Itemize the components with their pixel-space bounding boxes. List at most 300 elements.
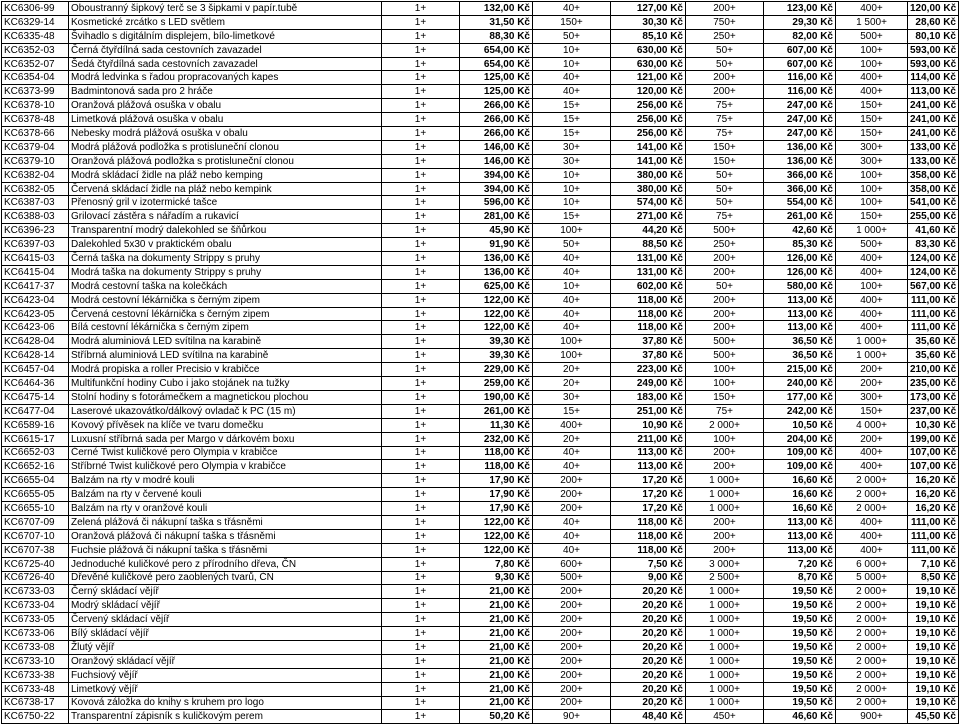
qty-tier-2-cell: 20+ — [533, 377, 611, 391]
price-tier-4-cell: 241,00 Kč — [908, 113, 959, 127]
product-code-cell: KC6733-03 — [2, 585, 69, 599]
qty-tier-3-cell: 150+ — [686, 154, 764, 168]
qty-tier-3-cell: 1 000+ — [686, 668, 764, 682]
table-row — [2, 446, 959, 460]
price-tier-2-cell: 256,00 Kč — [611, 99, 686, 113]
product-name-cell: Dřevěné kuličkové pero zaoblených tvarů, ČN — [69, 571, 382, 585]
qty-tier-3-cell: 500+ — [686, 224, 764, 238]
price-tier-2-cell: 131,00 Kč — [611, 252, 686, 266]
qty-tier-2-cell: 40+ — [533, 460, 611, 474]
qty-tier-4-cell: 100+ — [836, 279, 908, 293]
product-name-cell: Bílý skládací vějíř — [69, 627, 382, 641]
price-tier-3-cell: 82,00 Kč — [764, 29, 836, 43]
price-tier-3-cell: 113,00 Kč — [764, 515, 836, 529]
product-code-cell: KC6733-08 — [2, 640, 69, 654]
qty-tier-4-cell: 300+ — [836, 390, 908, 404]
price-tier-1-cell: 266,00 Kč — [460, 99, 533, 113]
qty-tier-3-cell: 1 000+ — [686, 474, 764, 488]
product-code-cell: KC6428-14 — [2, 349, 69, 363]
price-tier-4-cell: 16,20 Kč — [908, 474, 959, 488]
product-name-cell: Bílá cestovní lékárnička s černým zipem — [69, 321, 382, 335]
product-code-cell: KC6655-05 — [2, 488, 69, 502]
table-row — [2, 418, 959, 432]
qty-tier-2-cell: 600+ — [533, 557, 611, 571]
qty-tier-1-cell: 1+ — [382, 390, 460, 404]
qty-tier-1-cell: 1+ — [382, 57, 460, 71]
price-tier-4-cell: 255,00 Kč — [908, 210, 959, 224]
qty-tier-2-cell: 10+ — [533, 279, 611, 293]
qty-tier-3-cell: 200+ — [686, 321, 764, 335]
product-name-cell: Modrá ledvinka s řadou propracovaných kapes — [69, 71, 382, 85]
table-row — [2, 599, 959, 613]
price-tier-2-cell: 7,50 Kč — [611, 557, 686, 571]
qty-tier-2-cell: 500+ — [533, 571, 611, 585]
price-tier-1-cell: 21,00 Kč — [460, 585, 533, 599]
qty-tier-2-cell: 40+ — [533, 71, 611, 85]
qty-tier-2-cell: 40+ — [533, 446, 611, 460]
price-tier-3-cell: 366,00 Kč — [764, 182, 836, 196]
price-tier-1-cell: 31,50 Kč — [460, 15, 533, 29]
price-tier-1-cell: 21,00 Kč — [460, 613, 533, 627]
product-name-cell: Balzám na rty v oranžové kouli — [69, 502, 382, 516]
qty-tier-4-cell: 6 000+ — [836, 557, 908, 571]
qty-tier-1-cell: 1+ — [382, 613, 460, 627]
qty-tier-3-cell: 50+ — [686, 196, 764, 210]
qty-tier-2-cell: 40+ — [533, 515, 611, 529]
product-code-cell: KC6378-10 — [2, 99, 69, 113]
product-code-cell: KC6464-36 — [2, 377, 69, 391]
table-row — [2, 57, 959, 71]
qty-tier-3-cell: 200+ — [686, 460, 764, 474]
price-tier-1-cell: 11,30 Kč — [460, 418, 533, 432]
qty-tier-1-cell: 1+ — [382, 15, 460, 29]
product-name-cell: Modrá taška na dokumenty Strippy s pruhy — [69, 265, 382, 279]
qty-tier-2-cell: 200+ — [533, 613, 611, 627]
price-tier-1-cell: 136,00 Kč — [460, 252, 533, 266]
price-tier-3-cell: 113,00 Kč — [764, 529, 836, 543]
product-code-cell: KC6354-04 — [2, 71, 69, 85]
qty-tier-4-cell: 200+ — [836, 432, 908, 446]
product-name-cell: Luxusní stříbrná sada per Margo v dárkovém boxu — [69, 432, 382, 446]
product-code-cell: KC6725-40 — [2, 557, 69, 571]
product-name-cell: Černý skládací vějíř — [69, 585, 382, 599]
qty-tier-3-cell: 75+ — [686, 210, 764, 224]
price-tier-4-cell: 45,50 Kč — [908, 710, 959, 724]
qty-tier-2-cell: 200+ — [533, 474, 611, 488]
qty-tier-3-cell: 1 000+ — [686, 502, 764, 516]
qty-tier-2-cell: 200+ — [533, 488, 611, 502]
price-tier-3-cell: 85,30 Kč — [764, 238, 836, 252]
qty-tier-4-cell: 400+ — [836, 321, 908, 335]
qty-tier-4-cell: 2 000+ — [836, 668, 908, 682]
qty-tier-3-cell: 200+ — [686, 529, 764, 543]
qty-tier-2-cell: 400+ — [533, 418, 611, 432]
price-tier-2-cell: 48,40 Kč — [611, 710, 686, 724]
qty-tier-4-cell: 150+ — [836, 210, 908, 224]
price-tier-4-cell: 41,60 Kč — [908, 224, 959, 238]
qty-tier-2-cell: 10+ — [533, 57, 611, 71]
table-row — [2, 654, 959, 668]
table-row — [2, 265, 959, 279]
price-tier-1-cell: 21,00 Kč — [460, 682, 533, 696]
qty-tier-4-cell: 2 000+ — [836, 585, 908, 599]
qty-tier-1-cell: 1+ — [382, 502, 460, 516]
product-code-cell: KC6379-04 — [2, 140, 69, 154]
qty-tier-4-cell: 400+ — [836, 307, 908, 321]
price-list-rows — [2, 2, 959, 724]
qty-tier-3-cell: 200+ — [686, 85, 764, 99]
product-code-cell: KC6378-48 — [2, 113, 69, 127]
price-tier-2-cell: 223,00 Kč — [611, 363, 686, 377]
price-tier-3-cell: 242,00 Kč — [764, 404, 836, 418]
qty-tier-4-cell: 2 000+ — [836, 682, 908, 696]
product-name-cell: Kosmetické zrcátko s LED světlem — [69, 15, 382, 29]
table-row — [2, 432, 959, 446]
product-name-cell: Multifunkční hodiny Cubo i jako stojánek na tužky — [69, 377, 382, 391]
product-code-cell: KC6615-17 — [2, 432, 69, 446]
price-tier-3-cell: 19,50 Kč — [764, 627, 836, 641]
qty-tier-1-cell: 1+ — [382, 349, 460, 363]
qty-tier-4-cell: 1 000+ — [836, 335, 908, 349]
price-tier-2-cell: 118,00 Kč — [611, 515, 686, 529]
price-tier-4-cell: 237,00 Kč — [908, 404, 959, 418]
qty-tier-2-cell: 100+ — [533, 335, 611, 349]
qty-tier-2-cell: 15+ — [533, 127, 611, 141]
product-name-cell: Limetková plážová osuška v obalu — [69, 113, 382, 127]
price-tier-1-cell: 17,90 Kč — [460, 502, 533, 516]
product-code-cell: KC6733-10 — [2, 654, 69, 668]
table-row — [2, 335, 959, 349]
price-tier-2-cell: 380,00 Kč — [611, 182, 686, 196]
qty-tier-2-cell: 200+ — [533, 696, 611, 710]
product-name-cell: Přenosný gril v izotermické tašce — [69, 196, 382, 210]
price-tier-1-cell: 125,00 Kč — [460, 71, 533, 85]
product-code-cell: KC6352-03 — [2, 43, 69, 57]
price-tier-4-cell: 113,00 Kč — [908, 85, 959, 99]
table-row — [2, 154, 959, 168]
product-code-cell: KC6387-03 — [2, 196, 69, 210]
price-tier-1-cell: 122,00 Kč — [460, 307, 533, 321]
qty-tier-3-cell: 100+ — [686, 377, 764, 391]
price-tier-4-cell: 541,00 Kč — [908, 196, 959, 210]
qty-tier-3-cell: 75+ — [686, 99, 764, 113]
price-tier-3-cell: 113,00 Kč — [764, 321, 836, 335]
price-tier-1-cell: 122,00 Kč — [460, 321, 533, 335]
qty-tier-3-cell: 150+ — [686, 140, 764, 154]
qty-tier-1-cell: 1+ — [382, 571, 460, 585]
price-tier-3-cell: 19,50 Kč — [764, 668, 836, 682]
qty-tier-2-cell: 15+ — [533, 99, 611, 113]
qty-tier-3-cell: 250+ — [686, 238, 764, 252]
price-tier-3-cell: 113,00 Kč — [764, 307, 836, 321]
product-code-cell: KC6382-05 — [2, 182, 69, 196]
qty-tier-4-cell: 1 000+ — [836, 349, 908, 363]
product-code-cell: KC6726-40 — [2, 571, 69, 585]
price-tier-1-cell: 132,00 Kč — [460, 2, 533, 16]
qty-tier-4-cell: 2 000+ — [836, 613, 908, 627]
price-tier-4-cell: 133,00 Kč — [908, 154, 959, 168]
price-tier-3-cell: 607,00 Kč — [764, 57, 836, 71]
qty-tier-4-cell: 2 000+ — [836, 474, 908, 488]
product-code-cell: KC6733-04 — [2, 599, 69, 613]
product-code-cell: KC6733-06 — [2, 627, 69, 641]
qty-tier-4-cell: 500+ — [836, 29, 908, 43]
price-tier-1-cell: 21,00 Kč — [460, 640, 533, 654]
qty-tier-1-cell: 1+ — [382, 127, 460, 141]
table-row — [2, 515, 959, 529]
price-tier-2-cell: 574,00 Kč — [611, 196, 686, 210]
price-tier-1-cell: 21,00 Kč — [460, 654, 533, 668]
product-name-cell: Červená skládací židle na pláž nebo kempink — [69, 182, 382, 196]
price-tier-2-cell: 37,80 Kč — [611, 349, 686, 363]
price-tier-3-cell: 8,70 Kč — [764, 571, 836, 585]
table-row — [2, 29, 959, 43]
qty-tier-4-cell: 400+ — [836, 252, 908, 266]
qty-tier-4-cell: 300+ — [836, 140, 908, 154]
price-tier-4-cell: 199,00 Kč — [908, 432, 959, 446]
qty-tier-3-cell: 200+ — [686, 293, 764, 307]
price-tier-4-cell: 83,30 Kč — [908, 238, 959, 252]
product-code-cell: KC6733-38 — [2, 668, 69, 682]
qty-tier-3-cell: 75+ — [686, 404, 764, 418]
qty-tier-1-cell: 1+ — [382, 168, 460, 182]
product-code-cell: KC6373-99 — [2, 85, 69, 99]
price-tier-4-cell: 8,50 Kč — [908, 571, 959, 585]
price-tier-2-cell: 380,00 Kč — [611, 168, 686, 182]
price-tier-3-cell: 10,50 Kč — [764, 418, 836, 432]
price-tier-2-cell: 88,50 Kč — [611, 238, 686, 252]
qty-tier-1-cell: 1+ — [382, 140, 460, 154]
table-row — [2, 529, 959, 543]
price-tier-1-cell: 122,00 Kč — [460, 543, 533, 557]
qty-tier-1-cell: 1+ — [382, 321, 460, 335]
price-tier-3-cell: 113,00 Kč — [764, 543, 836, 557]
product-name-cell: Laserové ukazovátko/dálkový ovladač k PC (15 m) — [69, 404, 382, 418]
qty-tier-1-cell: 1+ — [382, 210, 460, 224]
qty-tier-4-cell: 150+ — [836, 404, 908, 418]
product-code-cell: KC6306-99 — [2, 2, 69, 16]
product-name-cell: Modrý skládací vějíř — [69, 599, 382, 613]
qty-tier-1-cell: 1+ — [382, 154, 460, 168]
qty-tier-4-cell: 2 000+ — [836, 654, 908, 668]
qty-tier-1-cell: 1+ — [382, 238, 460, 252]
price-tier-2-cell: 20,20 Kč — [611, 627, 686, 641]
price-tier-3-cell: 109,00 Kč — [764, 460, 836, 474]
price-tier-4-cell: 358,00 Kč — [908, 182, 959, 196]
qty-tier-3-cell: 1 000+ — [686, 613, 764, 627]
qty-tier-4-cell: 1 500+ — [836, 15, 908, 29]
price-tier-1-cell: 91,90 Kč — [460, 238, 533, 252]
qty-tier-2-cell: 10+ — [533, 168, 611, 182]
table-row — [2, 377, 959, 391]
price-tier-4-cell: 16,20 Kč — [908, 502, 959, 516]
price-tier-2-cell: 20,20 Kč — [611, 640, 686, 654]
price-tier-1-cell: 654,00 Kč — [460, 43, 533, 57]
price-tier-1-cell: 21,00 Kč — [460, 668, 533, 682]
price-tier-3-cell: 247,00 Kč — [764, 99, 836, 113]
price-tier-4-cell: 120,00 Kč — [908, 2, 959, 16]
qty-tier-1-cell: 1+ — [382, 196, 460, 210]
qty-tier-4-cell: 150+ — [836, 99, 908, 113]
qty-tier-1-cell: 1+ — [382, 529, 460, 543]
qty-tier-4-cell: 100+ — [836, 43, 908, 57]
qty-tier-3-cell: 200+ — [686, 446, 764, 460]
qty-tier-3-cell: 50+ — [686, 168, 764, 182]
product-name-cell: Stříbrné Twist kuličkové pero Olympia v krabičce — [69, 460, 382, 474]
price-tier-3-cell: 247,00 Kč — [764, 113, 836, 127]
qty-tier-2-cell: 10+ — [533, 196, 611, 210]
qty-tier-2-cell: 200+ — [533, 654, 611, 668]
qty-tier-4-cell: 400+ — [836, 543, 908, 557]
price-tier-1-cell: 45,90 Kč — [460, 224, 533, 238]
price-tier-1-cell: 122,00 Kč — [460, 293, 533, 307]
price-tier-3-cell: 126,00 Kč — [764, 252, 836, 266]
product-name-cell: Limetkový vějíř — [69, 682, 382, 696]
qty-tier-1-cell: 1+ — [382, 557, 460, 571]
price-tier-3-cell: 247,00 Kč — [764, 127, 836, 141]
price-tier-4-cell: 19,10 Kč — [908, 668, 959, 682]
price-tier-4-cell: 7,10 Kč — [908, 557, 959, 571]
qty-tier-3-cell: 1 000+ — [686, 627, 764, 641]
table-row — [2, 390, 959, 404]
price-tier-3-cell: 136,00 Kč — [764, 154, 836, 168]
product-name-cell: Modrá propiska a roller Precisio v krabičce — [69, 363, 382, 377]
qty-tier-1-cell: 1+ — [382, 113, 460, 127]
price-tier-2-cell: 271,00 Kč — [611, 210, 686, 224]
qty-tier-4-cell: 4 000+ — [836, 418, 908, 432]
price-tier-2-cell: 17,20 Kč — [611, 502, 686, 516]
product-code-cell: KC6423-05 — [2, 307, 69, 321]
qty-tier-1-cell: 1+ — [382, 85, 460, 99]
qty-tier-1-cell: 1+ — [382, 377, 460, 391]
price-tier-2-cell: 20,20 Kč — [611, 682, 686, 696]
qty-tier-1-cell: 1+ — [382, 710, 460, 724]
price-tier-3-cell: 16,60 Kč — [764, 474, 836, 488]
qty-tier-3-cell: 2 500+ — [686, 571, 764, 585]
qty-tier-2-cell: 200+ — [533, 599, 611, 613]
qty-tier-2-cell: 40+ — [533, 2, 611, 16]
price-tier-3-cell: 126,00 Kč — [764, 265, 836, 279]
product-code-cell: KC6335-48 — [2, 29, 69, 43]
table-row — [2, 168, 959, 182]
product-code-cell: KC6652-03 — [2, 446, 69, 460]
product-code-cell: KC6477-04 — [2, 404, 69, 418]
table-row — [2, 279, 959, 293]
table-row — [2, 210, 959, 224]
price-tier-1-cell: 146,00 Kč — [460, 154, 533, 168]
qty-tier-3-cell: 1 000+ — [686, 696, 764, 710]
product-code-cell: KC6589-16 — [2, 418, 69, 432]
price-tier-1-cell: 261,00 Kč — [460, 404, 533, 418]
price-tier-3-cell: 116,00 Kč — [764, 71, 836, 85]
price-tier-2-cell: 630,00 Kč — [611, 43, 686, 57]
qty-tier-3-cell: 50+ — [686, 279, 764, 293]
price-tier-2-cell: 37,80 Kč — [611, 335, 686, 349]
price-tier-2-cell: 131,00 Kč — [611, 265, 686, 279]
price-tier-2-cell: 141,00 Kč — [611, 154, 686, 168]
price-tier-4-cell: 19,10 Kč — [908, 599, 959, 613]
qty-tier-3-cell: 1 000+ — [686, 682, 764, 696]
table-row — [2, 127, 959, 141]
price-tier-1-cell: 88,30 Kč — [460, 29, 533, 43]
product-code-cell: KC6707-10 — [2, 529, 69, 543]
price-tier-3-cell: 554,00 Kč — [764, 196, 836, 210]
price-tier-3-cell: 136,00 Kč — [764, 140, 836, 154]
table-row — [2, 571, 959, 585]
product-code-cell: KC6396-23 — [2, 224, 69, 238]
product-name-cell: Balzám na rty v modré kouli — [69, 474, 382, 488]
price-tier-1-cell: 50,20 Kč — [460, 710, 533, 724]
table-row — [2, 293, 959, 307]
qty-tier-1-cell: 1+ — [382, 682, 460, 696]
price-tier-1-cell: 394,00 Kč — [460, 182, 533, 196]
qty-tier-3-cell: 2 000+ — [686, 418, 764, 432]
product-code-cell: KC6738-17 — [2, 696, 69, 710]
qty-tier-3-cell: 750+ — [686, 15, 764, 29]
product-name-cell: Oranžová plážová či nákupní taška s třásněmi — [69, 529, 382, 543]
qty-tier-2-cell: 15+ — [533, 404, 611, 418]
price-tier-3-cell: 19,50 Kč — [764, 640, 836, 654]
qty-tier-2-cell: 30+ — [533, 390, 611, 404]
price-tier-4-cell: 28,60 Kč — [908, 15, 959, 29]
qty-tier-1-cell: 1+ — [382, 2, 460, 16]
qty-tier-3-cell: 250+ — [686, 29, 764, 43]
price-tier-1-cell: 625,00 Kč — [460, 279, 533, 293]
price-tier-1-cell: 7,80 Kč — [460, 557, 533, 571]
price-tier-4-cell: 16,20 Kč — [908, 488, 959, 502]
table-row — [2, 640, 959, 654]
price-tier-3-cell: 580,00 Kč — [764, 279, 836, 293]
product-code-cell: KC6397-03 — [2, 238, 69, 252]
product-name-cell: Stříbrná aluminiová LED svítilna na karabině — [69, 349, 382, 363]
price-tier-2-cell: 602,00 Kč — [611, 279, 686, 293]
table-row — [2, 85, 959, 99]
qty-tier-1-cell: 1+ — [382, 460, 460, 474]
qty-tier-2-cell: 20+ — [533, 363, 611, 377]
table-row — [2, 668, 959, 682]
price-tier-1-cell: 118,00 Kč — [460, 446, 533, 460]
price-tier-4-cell: 111,00 Kč — [908, 529, 959, 543]
product-code-cell: KC6388-03 — [2, 210, 69, 224]
price-tier-4-cell: 210,00 Kč — [908, 363, 959, 377]
qty-tier-4-cell: 2 000+ — [836, 488, 908, 502]
qty-tier-3-cell: 1 000+ — [686, 488, 764, 502]
product-name-cell: Fuchsiový vějíř — [69, 668, 382, 682]
product-name-cell: Modrá aluminiová LED svítilna na karabině — [69, 335, 382, 349]
qty-tier-3-cell: 200+ — [686, 543, 764, 557]
product-code-cell: KC6382-04 — [2, 168, 69, 182]
table-row — [2, 363, 959, 377]
qty-tier-1-cell: 1+ — [382, 29, 460, 43]
qty-tier-3-cell: 1 000+ — [686, 599, 764, 613]
price-tier-1-cell: 146,00 Kč — [460, 140, 533, 154]
qty-tier-2-cell: 10+ — [533, 43, 611, 57]
table-row — [2, 321, 959, 335]
price-tier-4-cell: 111,00 Kč — [908, 307, 959, 321]
qty-tier-3-cell: 200+ — [686, 2, 764, 16]
qty-tier-3-cell: 500+ — [686, 335, 764, 349]
price-tier-4-cell: 124,00 Kč — [908, 265, 959, 279]
table-row — [2, 404, 959, 418]
price-tier-4-cell: 35,60 Kč — [908, 335, 959, 349]
price-tier-4-cell: 10,30 Kč — [908, 418, 959, 432]
qty-tier-3-cell: 1 000+ — [686, 585, 764, 599]
table-row — [2, 349, 959, 363]
qty-tier-4-cell: 400+ — [836, 515, 908, 529]
qty-tier-4-cell: 2 000+ — [836, 599, 908, 613]
price-tier-4-cell: 593,00 Kč — [908, 43, 959, 57]
price-tier-4-cell: 19,10 Kč — [908, 585, 959, 599]
